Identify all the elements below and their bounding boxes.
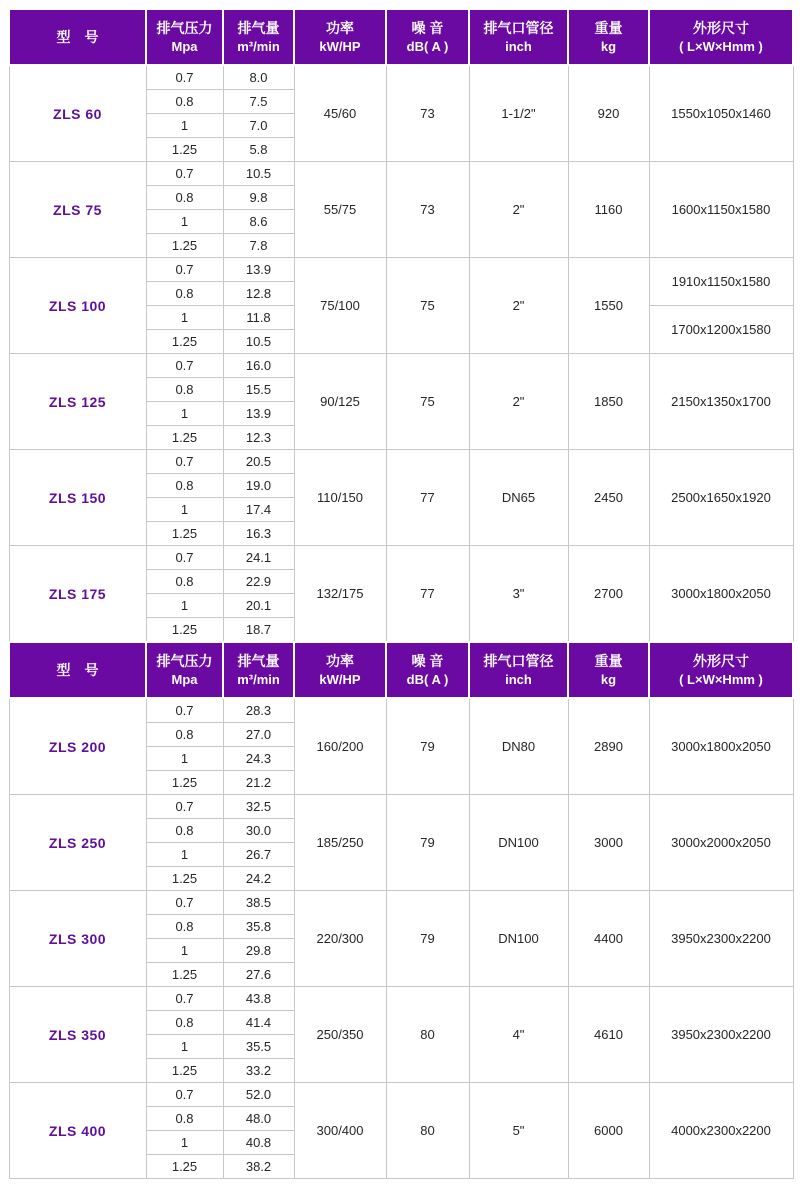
weight-cell: 6000: [568, 1083, 649, 1179]
header-label-line1: 排气量: [237, 19, 280, 36]
pressure-cell: 0.8: [146, 570, 223, 594]
spec-row: [9, 1083, 793, 1107]
pressure-cell: 0.8: [146, 1107, 223, 1131]
pipe-cell: 4": [469, 987, 568, 1083]
dims-cell: 1700x1200x1580: [649, 306, 793, 354]
pressure-cell: 0.8: [146, 723, 223, 747]
pressure-cell: 0.7: [146, 698, 223, 723]
header-label-line2: Mpa: [171, 671, 198, 687]
pressure-cell: 1.25: [146, 771, 223, 795]
pressure-cell: 1: [146, 843, 223, 867]
header-cell-pressure: [146, 642, 223, 698]
pressure-cell: 1.25: [146, 867, 223, 891]
pressure-cell: 1.25: [146, 330, 223, 354]
header-label-line2: dB( A ): [406, 38, 449, 54]
volume-cell: 15.5: [223, 378, 294, 402]
header-label-line2: kg: [600, 38, 617, 54]
header-label-line1: 排气压力: [156, 19, 213, 36]
volume-cell: 26.7: [223, 843, 294, 867]
pressure-cell: 1: [146, 747, 223, 771]
pressure-cell: 1: [146, 306, 223, 330]
volume-cell: 18.7: [223, 618, 294, 643]
weight-cell: 1850: [568, 354, 649, 450]
dims-cell: 2500x1650x1920: [649, 450, 793, 546]
pressure-cell: 1.25: [146, 963, 223, 987]
header-cell-dims: [649, 642, 793, 698]
volume-cell: 5.8: [223, 138, 294, 162]
volume-cell: 35.8: [223, 915, 294, 939]
volume-cell: 30.0: [223, 819, 294, 843]
header-label-line1: 排气口管径: [483, 19, 554, 36]
noise-cell: 73: [386, 65, 469, 162]
pressure-cell: 0.7: [146, 795, 223, 819]
volume-cell: 16.3: [223, 522, 294, 546]
pressure-cell: 1: [146, 939, 223, 963]
dims-cell: 1550x1050x1460: [649, 65, 793, 162]
pressure-cell: 1.25: [146, 618, 223, 643]
header-label-line1: 排气口管径: [483, 652, 554, 669]
volume-cell: 38.2: [223, 1155, 294, 1179]
volume-cell: 24.3: [223, 747, 294, 771]
pressure-cell: 1.25: [146, 138, 223, 162]
pressure-cell: 0.8: [146, 282, 223, 306]
pressure-cell: 0.8: [146, 915, 223, 939]
pipe-cell: 2": [469, 162, 568, 258]
noise-cell: 80: [386, 987, 469, 1083]
spec-row: [9, 546, 793, 570]
header-label-line1: 噪 音: [411, 652, 444, 669]
pressure-cell: 0.7: [146, 1083, 223, 1107]
spec-table: [8, 8, 794, 1179]
header-label-line2: Mpa: [171, 38, 198, 54]
weight-cell: 920: [568, 65, 649, 162]
volume-cell: 33.2: [223, 1059, 294, 1083]
model-cell: ZLS 150: [9, 450, 146, 546]
volume-cell: 13.9: [223, 258, 294, 282]
model-cell: ZLS 75: [9, 162, 146, 258]
header-label-line2: m³/min: [237, 671, 280, 687]
pressure-cell: 0.8: [146, 1011, 223, 1035]
volume-cell: 9.8: [223, 186, 294, 210]
volume-cell: 35.5: [223, 1035, 294, 1059]
noise-cell: 80: [386, 1083, 469, 1179]
volume-cell: 12.8: [223, 282, 294, 306]
pressure-cell: 1.25: [146, 522, 223, 546]
pipe-cell: 3": [469, 546, 568, 643]
model-cell: ZLS 400: [9, 1083, 146, 1179]
pressure-cell: 0.8: [146, 378, 223, 402]
pressure-cell: 0.7: [146, 162, 223, 186]
spec-row: [9, 65, 793, 90]
pipe-cell: DN65: [469, 450, 568, 546]
volume-cell: 24.1: [223, 546, 294, 570]
pressure-cell: 0.8: [146, 90, 223, 114]
pressure-cell: 1: [146, 1131, 223, 1155]
model-cell: ZLS 175: [9, 546, 146, 643]
power-cell: 90/125: [294, 354, 386, 450]
pressure-cell: 1: [146, 1035, 223, 1059]
model-cell: ZLS 60: [9, 65, 146, 162]
spec-row: [9, 162, 793, 186]
power-cell: 55/75: [294, 162, 386, 258]
weight-cell: 2450: [568, 450, 649, 546]
header-label-line2: ( L×W×Hmm ): [679, 671, 763, 687]
pressure-cell: 1: [146, 498, 223, 522]
pressure-cell: 0.7: [146, 258, 223, 282]
model-cell: ZLS 100: [9, 258, 146, 354]
pipe-cell: 2": [469, 354, 568, 450]
header-cell-weight: [568, 9, 649, 65]
header-cell-dims: [649, 9, 793, 65]
volume-cell: 8.0: [223, 65, 294, 90]
model-cell: ZLS 250: [9, 795, 146, 891]
volume-cell: 29.8: [223, 939, 294, 963]
spec-row: [9, 258, 793, 282]
header-cell-volume: [223, 9, 294, 65]
pressure-cell: 0.7: [146, 450, 223, 474]
weight-cell: 4400: [568, 891, 649, 987]
header-label-line2: kW/HP: [319, 671, 361, 687]
header-cell-noise: [386, 642, 469, 698]
header-label-line1: 重量: [594, 652, 623, 669]
volume-cell: 16.0: [223, 354, 294, 378]
pressure-cell: 0.7: [146, 65, 223, 90]
weight-cell: 3000: [568, 795, 649, 891]
power-cell: 132/175: [294, 546, 386, 643]
dims-cell: 4000x2300x2200: [649, 1083, 793, 1179]
spec-row: [9, 891, 793, 915]
model-cell: ZLS 200: [9, 698, 146, 795]
spec-row: [9, 987, 793, 1011]
spec-row: [9, 354, 793, 378]
header-label-line1: 型 号: [56, 28, 99, 45]
volume-cell: 43.8: [223, 987, 294, 1011]
volume-cell: 27.0: [223, 723, 294, 747]
noise-cell: 77: [386, 546, 469, 643]
header-label-line2: ( L×W×Hmm ): [679, 38, 763, 54]
header-label-line1: 功率: [326, 652, 354, 669]
volume-cell: 7.5: [223, 90, 294, 114]
header-cell-weight: [568, 642, 649, 698]
pressure-cell: 0.7: [146, 891, 223, 915]
volume-cell: 7.8: [223, 234, 294, 258]
volume-cell: 13.9: [223, 402, 294, 426]
model-cell: ZLS 300: [9, 891, 146, 987]
power-cell: 250/350: [294, 987, 386, 1083]
noise-cell: 75: [386, 354, 469, 450]
pressure-cell: 0.7: [146, 987, 223, 1011]
volume-cell: 7.0: [223, 114, 294, 138]
header-cell-pipe: [469, 642, 568, 698]
dims-cell: 3000x2000x2050: [649, 795, 793, 891]
noise-cell: 79: [386, 698, 469, 795]
header-label-line1: 排气量: [237, 652, 280, 669]
header-cell-noise: [386, 9, 469, 65]
pipe-cell: 5": [469, 1083, 568, 1179]
header-cell-pressure: [146, 9, 223, 65]
header-label-line2: inch: [505, 671, 532, 687]
pipe-cell: DN80: [469, 698, 568, 795]
volume-cell: 21.2: [223, 771, 294, 795]
noise-cell: 77: [386, 450, 469, 546]
volume-cell: 32.5: [223, 795, 294, 819]
pressure-cell: 1: [146, 114, 223, 138]
pressure-cell: 0.7: [146, 354, 223, 378]
header-label-line1: 外形尺寸: [693, 19, 749, 36]
volume-cell: 10.5: [223, 162, 294, 186]
volume-cell: 12.3: [223, 426, 294, 450]
pressure-cell: 0.8: [146, 474, 223, 498]
model-cell: ZLS 125: [9, 354, 146, 450]
dims-cell: 2150x1350x1700: [649, 354, 793, 450]
pressure-cell: 1.25: [146, 426, 223, 450]
volume-cell: 38.5: [223, 891, 294, 915]
pressure-cell: 1.25: [146, 234, 223, 258]
pressure-cell: 1: [146, 402, 223, 426]
header-label-line2: kg: [600, 671, 617, 687]
pipe-cell: DN100: [469, 891, 568, 987]
pipe-cell: 2": [469, 258, 568, 354]
noise-cell: 79: [386, 891, 469, 987]
volume-cell: 48.0: [223, 1107, 294, 1131]
noise-cell: 73: [386, 162, 469, 258]
header-label-line1: 重量: [594, 19, 623, 36]
header-label-line2: dB( A ): [406, 671, 449, 687]
volume-cell: 24.2: [223, 867, 294, 891]
weight-cell: 1550: [568, 258, 649, 354]
power-cell: 300/400: [294, 1083, 386, 1179]
header-label-line1: 排气压力: [156, 652, 213, 669]
volume-cell: 17.4: [223, 498, 294, 522]
weight-cell: 2700: [568, 546, 649, 643]
header-cell-model: [9, 9, 146, 65]
dims-cell: 3950x2300x2200: [649, 891, 793, 987]
dims-cell: 1910x1150x1580: [649, 258, 793, 306]
weight-cell: 4610: [568, 987, 649, 1083]
pressure-cell: 1.25: [146, 1155, 223, 1179]
header-label-line1: 外形尺寸: [693, 652, 749, 669]
header-cell-volume: [223, 642, 294, 698]
volume-cell: 41.4: [223, 1011, 294, 1035]
volume-cell: 20.5: [223, 450, 294, 474]
weight-cell: 1160: [568, 162, 649, 258]
pressure-cell: 0.8: [146, 186, 223, 210]
header-cell-power: [294, 9, 386, 65]
dims-cell: 3950x2300x2200: [649, 987, 793, 1083]
dims-cell: 3000x1800x2050: [649, 546, 793, 643]
volume-cell: 22.9: [223, 570, 294, 594]
volume-cell: 27.6: [223, 963, 294, 987]
model-cell: ZLS 350: [9, 987, 146, 1083]
volume-cell: 19.0: [223, 474, 294, 498]
header-label-line2: inch: [505, 38, 532, 54]
noise-cell: 79: [386, 795, 469, 891]
header-cell-power: [294, 642, 386, 698]
volume-cell: 52.0: [223, 1083, 294, 1107]
pressure-cell: 1: [146, 594, 223, 618]
volume-cell: 8.6: [223, 210, 294, 234]
power-cell: 220/300: [294, 891, 386, 987]
spec-table-body: [9, 9, 793, 1179]
header-row-2: [9, 642, 793, 698]
dims-cell: 1600x1150x1580: [649, 162, 793, 258]
header-label-line1: 型 号: [56, 661, 99, 678]
weight-cell: 2890: [568, 698, 649, 795]
header-label-line2: kW/HP: [319, 38, 361, 54]
spec-row: [9, 795, 793, 819]
volume-cell: 28.3: [223, 698, 294, 723]
noise-cell: 75: [386, 258, 469, 354]
volume-cell: 20.1: [223, 594, 294, 618]
header-label-line2: m³/min: [237, 38, 280, 54]
pressure-cell: 1.25: [146, 1059, 223, 1083]
volume-cell: 11.8: [223, 306, 294, 330]
pipe-cell: 1-1/2": [469, 65, 568, 162]
power-cell: 45/60: [294, 65, 386, 162]
power-cell: 110/150: [294, 450, 386, 546]
dims-cell: 3000x1800x2050: [649, 698, 793, 795]
pressure-cell: 1: [146, 210, 223, 234]
header-cell-model: [9, 642, 146, 698]
power-cell: 75/100: [294, 258, 386, 354]
volume-cell: 40.8: [223, 1131, 294, 1155]
spec-row: [9, 698, 793, 723]
header-label-line1: 功率: [326, 19, 354, 36]
header-cell-pipe: [469, 9, 568, 65]
pipe-cell: DN100: [469, 795, 568, 891]
spec-row: [9, 450, 793, 474]
volume-cell: 10.5: [223, 330, 294, 354]
power-cell: 185/250: [294, 795, 386, 891]
power-cell: 160/200: [294, 698, 386, 795]
header-label-line1: 噪 音: [411, 19, 444, 36]
pressure-cell: 0.8: [146, 819, 223, 843]
pressure-cell: 0.7: [146, 546, 223, 570]
header-row-1: [9, 9, 793, 65]
